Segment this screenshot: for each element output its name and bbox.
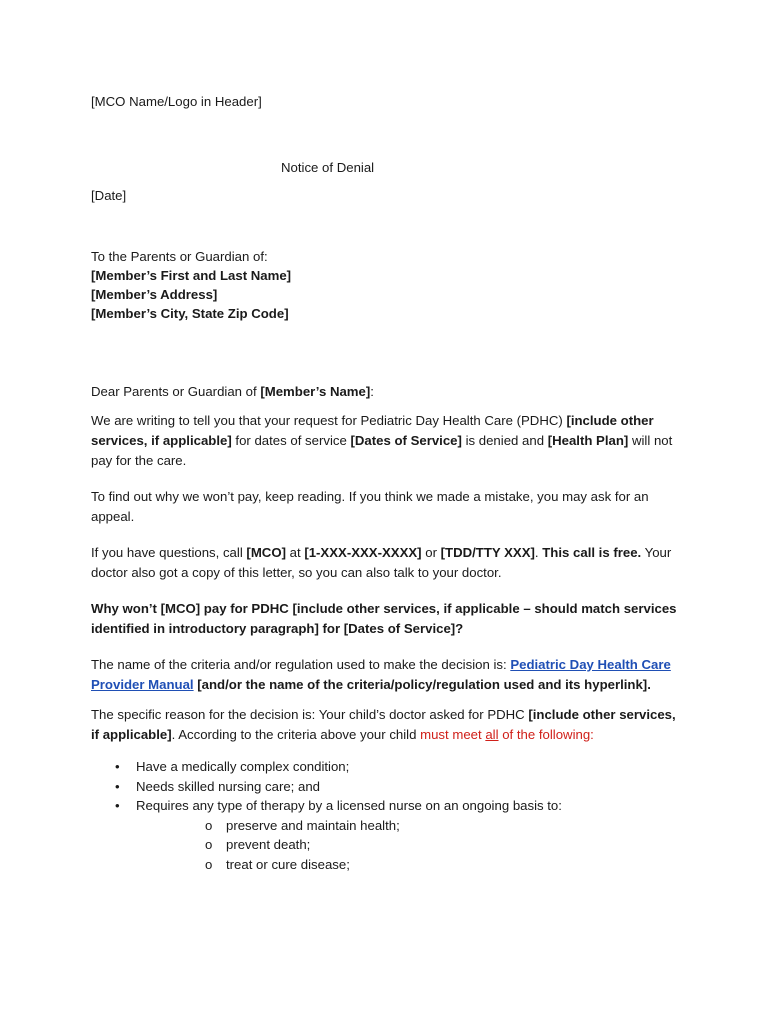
paragraph-contact-info: If you have questions, call [MCO] at [1-XXX-XXX-XXXX] or [TDD/TTY XXX]. This call is free. Your doctor also got a copy of this letter, so you can also talk to your doctor. <box>91 545 672 580</box>
letter-page <box>91 92 681 874</box>
sub-list-item: o treat or cure disease; <box>136 855 681 875</box>
salutation <box>91 382 681 401</box>
salutation-member-name: [Member’s Name] <box>260 384 371 399</box>
header-placeholder: [MCO Name/Logo in Header] <box>91 94 262 109</box>
sub-bullet-icon: o <box>205 856 213 872</box>
page-title: Notice of Denial <box>281 160 375 175</box>
list-item: • Needs skilled nursing care; and <box>91 777 681 797</box>
criteria-list <box>91 757 681 874</box>
recipient-name: [Member’s First and Last Name] <box>91 268 292 283</box>
salutation-prefix: Dear Parents or Guardian of <box>91 384 261 399</box>
recipient-block <box>91 247 681 323</box>
therapy-sub-list <box>136 816 681 875</box>
bullet-icon: • <box>115 759 120 774</box>
paragraph-criteria: The name of the criteria and/or regulation used to make the decision is: Pediatric Day Health Care Provider Manual [and/or the name of the criteria/policy/regulation used and its hyperlink]. <box>91 657 671 692</box>
list-item: • Have a medically complex condition; <box>91 757 681 777</box>
sub-bullet-icon: o <box>205 817 213 833</box>
paragraph-appeal-info: To find out why we won’t pay, keep reading. If you think we made a mistake, you may ask for an appeal. <box>91 489 649 524</box>
paragraph-specific-reason: The specific reason for the decision is: Your child’s doctor asked for PDHC [include other services, if applicable]. According to the criteria above your child must meet all of the following: <box>91 707 676 742</box>
recipient-address: [Member’s Address] <box>91 287 218 302</box>
sub-bullet-icon: o <box>205 837 213 852</box>
paragraph-request-denied: We are writing to tell you that your request for Pediatric Day Health Care (PDHC) [include other services, if applicable] for dates of service [Dates of Service] is denied and [Health Plan] will not pay for the care. <box>91 413 673 468</box>
section-heading-why: Why won’t [MCO] pay for PDHC [include other services, if applicable – should match services identified in introductory paragraph] for [Dates of Service]? <box>91 601 677 636</box>
recipient-intro: To the Parents or Guardian of: <box>91 249 268 264</box>
sub-list-item: o preserve and maintain health; <box>136 816 681 836</box>
bullet-icon: • <box>115 778 120 794</box>
provider-manual-link[interactable]: Pediatric Day Health Care Provider Manual <box>91 657 671 692</box>
list-item: • Requires any type of therapy by a licensed nurse on an ongoing basis to: o preserve and maintain health; o prevent death; o treat or cure disease; <box>91 796 681 874</box>
date-placeholder: [Date] <box>91 188 127 203</box>
bullet-icon: • <box>115 798 120 813</box>
sub-list-item: o prevent death; <box>136 835 681 855</box>
recipient-city: [Member’s City, State Zip Code] <box>91 306 289 321</box>
salutation-suffix: : <box>370 384 374 399</box>
